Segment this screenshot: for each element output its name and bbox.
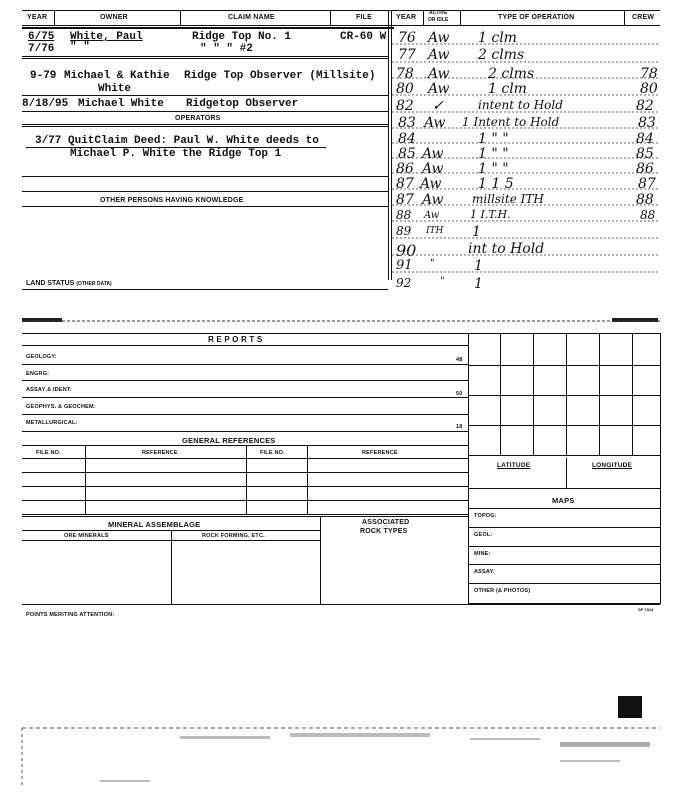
log-op: intent to Hold xyxy=(478,98,563,112)
log-op: 1 clm xyxy=(488,81,527,97)
log-crew: 83 xyxy=(638,115,656,131)
log-op: 2 clms xyxy=(488,66,535,82)
num-50: 50 xyxy=(456,391,463,397)
log-year: 92 xyxy=(396,276,412,290)
owner-row-3-owner2: White xyxy=(98,83,132,95)
grid-col-4 xyxy=(599,333,600,455)
assoc-rock-1: ASSOCIATED xyxy=(362,519,410,526)
num-48: 48 xyxy=(456,357,463,363)
log-year: 87 xyxy=(396,176,414,192)
owner-row-2-date: 7/76 xyxy=(28,43,55,55)
maps-mine: MINE: xyxy=(474,551,491,557)
log-year: 78 xyxy=(396,66,414,82)
grid-row-2 xyxy=(468,395,660,396)
log-status: Aw xyxy=(422,161,444,177)
maps-geol: GEOL: xyxy=(474,532,493,538)
owner-row-1-date: 6/75 xyxy=(28,31,55,43)
owner-row-4-claim: Ridgetop Observer xyxy=(186,98,299,110)
log-status: Aw xyxy=(424,115,446,131)
num-18: 18 xyxy=(456,424,463,430)
hdr-file: FILE xyxy=(356,14,372,21)
operators-label: OPERATORS xyxy=(175,115,221,122)
log-status: Aw xyxy=(422,192,444,208)
owner-row-3-claim: Ridge Top Observer (Millsite) xyxy=(184,70,376,82)
owner-row-1-owner: White, Paul xyxy=(70,31,143,43)
log-crew: 78 xyxy=(640,66,658,82)
operators-note-1: 3/77 QuitClaim Deed: Paul W. White deeds to xyxy=(35,135,319,147)
metallurgical-rule xyxy=(22,431,468,432)
hdr-crew: CREW xyxy=(632,14,655,21)
owner-row-4-owner: Michael White xyxy=(78,98,164,110)
log-status: Aw xyxy=(424,210,440,221)
reports-top xyxy=(22,333,660,334)
log-status: Aw xyxy=(428,30,450,46)
latitude-label: LATITUDE xyxy=(497,462,531,469)
log-op: 1 xyxy=(472,224,481,240)
genref-reference-2: REFERENCE xyxy=(362,450,398,456)
log-year: 89 xyxy=(396,224,412,238)
assoc-rock-2: ROCK TYPES xyxy=(360,528,408,535)
reports-rule xyxy=(22,345,468,346)
log-year: 86 xyxy=(396,161,414,177)
grid-col-5 xyxy=(632,333,633,455)
geology-label: GEOLOGY: xyxy=(26,354,57,360)
log-crew: 88 xyxy=(636,192,654,208)
genref-file-no: FILE NO. xyxy=(36,450,61,456)
log-op: 1 Intent to Hold xyxy=(462,115,560,129)
hdr-type-of-operation: TYPE OF OPERATION xyxy=(498,14,575,21)
log-op: 2 clms xyxy=(478,47,525,63)
grid-row-1 xyxy=(468,365,660,366)
general-references-title: GENERAL REFERENCES xyxy=(182,436,276,445)
log-op: 1 xyxy=(474,276,483,292)
log-year: 76 xyxy=(398,30,416,46)
log-op: 1 xyxy=(474,258,483,274)
hdr-claim-name: CLAIM NAME xyxy=(228,14,275,21)
latlong-rule xyxy=(468,488,660,489)
log-crew: 82 xyxy=(636,98,654,114)
maps-rule xyxy=(468,508,660,509)
owner-row-3-date: 9-79 xyxy=(30,70,57,82)
hdr-or-idle: OR IDLE xyxy=(428,17,449,23)
log-op: 1 " " xyxy=(478,146,509,162)
genref-col-1 xyxy=(85,445,86,514)
log-op: 1 " " xyxy=(478,131,509,147)
log-year: 77 xyxy=(398,47,416,63)
mineral-top xyxy=(22,516,468,517)
log-year: 91 xyxy=(396,258,413,273)
log-status: Aw xyxy=(428,47,450,63)
mineral-sep xyxy=(171,530,172,604)
log-status: Aw xyxy=(422,146,444,162)
genref-file-no-2: FILE NO. xyxy=(260,450,285,456)
owner-row-2-claim: " " " #2 xyxy=(200,43,253,55)
genref-rule-5 xyxy=(22,500,468,501)
hdr-year: YEAR xyxy=(27,14,48,21)
other-persons-label: OTHER PERSONS HAVING KNOWLEDGE xyxy=(100,197,244,204)
assay-label: ASSAY & IDENT: xyxy=(26,387,72,393)
longitude-label: LONGITUDE xyxy=(592,462,633,469)
hdr-active: ACTIVE xyxy=(429,10,448,16)
log-year: 84 xyxy=(398,131,416,147)
grid-right xyxy=(660,333,661,604)
owner-row-4-date: 8/18/95 xyxy=(22,98,69,110)
log-crew: 84 xyxy=(636,131,654,147)
assay-rule xyxy=(22,397,468,398)
maps-other: OTHER (& PHOTOS) xyxy=(474,588,531,594)
maps-assay: ASSAY: xyxy=(474,569,496,575)
log-status: ✓ xyxy=(432,98,444,114)
log-op: 1 clm xyxy=(478,30,517,46)
maps-rule-1 xyxy=(468,527,660,528)
maps-rule-2 xyxy=(468,546,660,547)
engrg-rule xyxy=(22,380,468,381)
log-crew: 86 xyxy=(636,161,654,177)
log-year: 82 xyxy=(396,98,414,114)
hdr-owner: OWNER xyxy=(100,14,128,21)
owner-row-1-claim: Ridge Top No. 1 xyxy=(192,31,292,43)
owner-row-2-owner: " " xyxy=(70,41,90,53)
grid-row-4 xyxy=(468,455,660,456)
grid-col-1 xyxy=(500,333,501,455)
geophys-label: GEOPHYS. & GEOCHEM: xyxy=(26,404,96,410)
log-year: 90 xyxy=(396,241,417,260)
log-status: Aw xyxy=(428,81,450,97)
log-year: 83 xyxy=(398,115,416,131)
genref-col-2 xyxy=(246,445,247,514)
log-op: int to Hold xyxy=(468,241,545,257)
genref-rule-4 xyxy=(22,486,468,487)
engrg-label: ENGRG: xyxy=(26,371,50,377)
mineral-bottom xyxy=(22,604,660,605)
operators-note-2: Michael P. White the Ridge Top 1 xyxy=(70,148,282,160)
maps-rule-4 xyxy=(468,583,660,584)
points-meriting-attention-label: POINTS MERITING ATTENTION: xyxy=(26,612,115,618)
form-number: SP 7813 xyxy=(638,607,654,612)
mineral-sep-assoc xyxy=(320,516,321,604)
log-status: Aw xyxy=(428,66,450,82)
log-op: 1 " " xyxy=(478,161,509,177)
log-status: ITH xyxy=(426,226,444,236)
log-crew: 80 xyxy=(640,81,658,97)
log-op: 1 1 5 xyxy=(478,176,514,192)
genref-rule-2 xyxy=(22,458,468,459)
owner-row-3-owner: Michael & Kathie xyxy=(64,70,170,82)
land-status-main: LAND STATUS xyxy=(26,280,75,287)
geology-rule xyxy=(22,364,468,365)
log-status: Aw xyxy=(420,176,442,192)
log-crew: 87 xyxy=(638,176,656,192)
maps-topog: TOPOG: xyxy=(474,513,497,519)
log-year: 87 xyxy=(396,192,414,208)
geophys-rule xyxy=(22,414,468,415)
mineral-title: MINERAL ASSEMBLAGE xyxy=(108,520,201,529)
maps-rule-3 xyxy=(468,564,660,565)
reports-title: R E P O R T S xyxy=(208,335,263,344)
owner-row-1-file: CR-60 W xyxy=(340,31,387,43)
log-crew: 85 xyxy=(636,146,654,162)
genref-rule xyxy=(22,445,468,446)
log-status: " xyxy=(430,258,435,269)
hdr-year2: YEAR xyxy=(396,14,417,21)
ore-minerals-label: ORE MINERALS xyxy=(64,533,109,539)
genref-rule-3 xyxy=(22,472,468,473)
log-op: millsite ITH xyxy=(472,192,544,206)
log-op: 1 I.T.H. xyxy=(470,208,511,221)
grid-row-3 xyxy=(468,425,660,426)
genref-col-3 xyxy=(307,445,308,514)
metallurgical-label: METALLURGICAL: xyxy=(26,420,78,426)
maps-title: MAPS xyxy=(552,496,575,505)
grid-col-3 xyxy=(566,333,567,455)
log-year: 80 xyxy=(396,81,414,97)
log-year: 88 xyxy=(396,208,412,222)
land-status-sub: (OTHER DATA) xyxy=(76,281,112,287)
log-year: 85 xyxy=(398,146,416,162)
latlong-sep xyxy=(566,458,567,488)
genref-reference: REFERENCE xyxy=(142,450,178,456)
log-crew: 88 xyxy=(640,208,656,222)
log-status: " xyxy=(440,276,445,287)
rock-forming-label: ROCK FORMING, ETC. xyxy=(202,533,265,539)
genref-rule-6 xyxy=(22,514,468,515)
grid-col-2 xyxy=(533,333,534,455)
